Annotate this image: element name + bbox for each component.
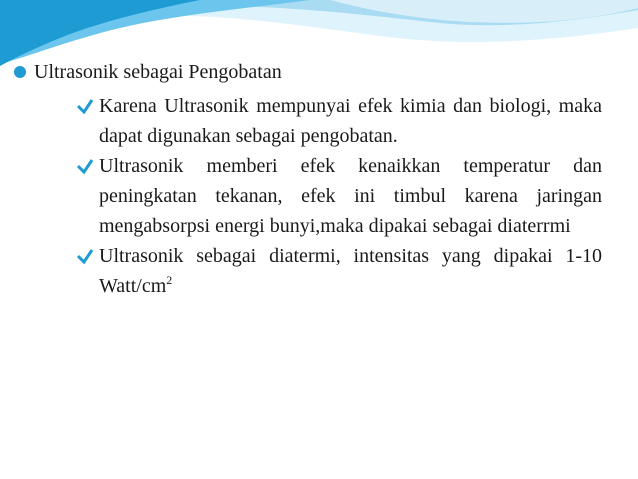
bullet-list [72, 91, 602, 301]
filled-circle-bullet-icon [14, 66, 26, 78]
list-item-text: Karena Ultrasonik mempunyai efek kimia dan biologi, maka dapat digunakan sebagai pengobatan. [99, 95, 602, 147]
slide-title-row [14, 57, 614, 87]
arrow-check-bullet-icon [76, 157, 94, 175]
list-item-text: Ultrasonik sebagai diatermi, intensitas yang dipakai 1-10 Watt/cm [99, 245, 602, 297]
arrow-check-bullet-icon [76, 97, 94, 115]
list-item [72, 151, 602, 241]
list-item-text: Ultrasonik memberi efek kenaikkan temperatur dan peningkatan tekanan, efek ini timbul karena jaringan mengabsorpsi energi bunyi,maka dipakai sebagai diaterrmi [99, 155, 602, 237]
arrow-check-bullet-icon [76, 247, 94, 265]
slide-title: Ultrasonik sebagai Pengobatan [34, 60, 282, 83]
list-item [72, 91, 602, 151]
list-item [72, 241, 602, 301]
superscript-exponent: 2 [166, 273, 173, 287]
